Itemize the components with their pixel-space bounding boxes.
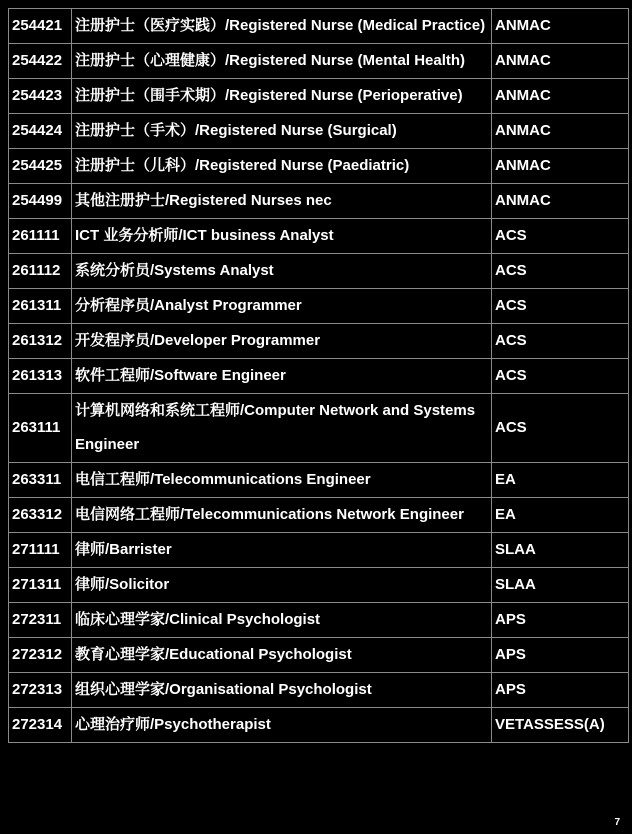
assessing-authority: APS xyxy=(492,603,629,638)
table-row xyxy=(9,324,629,359)
assessing-authority: VETASSESS(A) xyxy=(492,708,629,743)
occupation-title: 临床心理学家/Clinical Psychologist xyxy=(72,603,492,638)
assessing-authority: ACS xyxy=(492,324,629,359)
assessing-authority: ACS xyxy=(492,254,629,289)
assessing-authority: SLAA xyxy=(492,533,629,568)
assessing-authority: EA xyxy=(492,463,629,498)
occupation-title: 律师/Barrister xyxy=(72,533,492,568)
occupation-code: 254499 xyxy=(9,184,72,219)
table-row xyxy=(9,708,629,743)
assessing-authority: ACS xyxy=(492,394,629,463)
table-row xyxy=(9,603,629,638)
occupation-code: 261313 xyxy=(9,359,72,394)
occupation-title: 注册护士（心理健康）/Registered Nurse (Mental Health) xyxy=(72,44,492,79)
occupation-code: 263111 xyxy=(9,394,72,463)
occupation-title: 系统分析员/Systems Analyst xyxy=(72,254,492,289)
assessing-authority: ACS xyxy=(492,359,629,394)
table-row xyxy=(9,114,629,149)
occupation-code: 254425 xyxy=(9,149,72,184)
occupation-code: 254422 xyxy=(9,44,72,79)
occupation-code: 261112 xyxy=(9,254,72,289)
occupation-table xyxy=(8,8,629,743)
assessing-authority: APS xyxy=(492,638,629,673)
occupation-title: 软件工程师/Software Engineer xyxy=(72,359,492,394)
occupation-code: 254423 xyxy=(9,79,72,114)
occupation-title: 电信网络工程师/Telecommunications Network Engineer xyxy=(72,498,492,533)
occupation-code: 261111 xyxy=(9,219,72,254)
table-row xyxy=(9,219,629,254)
occupation-title: 注册护士（医疗实践）/Registered Nurse (Medical Practice) xyxy=(72,9,492,44)
table-row xyxy=(9,79,629,114)
occupation-code: 261311 xyxy=(9,289,72,324)
occupation-title: 计算机网络和系统工程师/Computer Network and Systems Engineer xyxy=(72,394,492,463)
table-row xyxy=(9,149,629,184)
table-row xyxy=(9,289,629,324)
assessing-authority: ACS xyxy=(492,289,629,324)
occupation-title: 注册护士（儿科）/Registered Nurse (Paediatric) xyxy=(72,149,492,184)
occupation-code: 272314 xyxy=(9,708,72,743)
occupation-title: ICT 业务分析师/ICT business Analyst xyxy=(72,219,492,254)
table-row xyxy=(9,9,629,44)
assessing-authority: ANMAC xyxy=(492,44,629,79)
table-row xyxy=(9,568,629,603)
table-row xyxy=(9,463,629,498)
occupation-title: 其他注册护士/Registered Nurses nec xyxy=(72,184,492,219)
occupation-code: 272312 xyxy=(9,638,72,673)
table-row xyxy=(9,673,629,708)
occupation-code: 271111 xyxy=(9,533,72,568)
occupation-code: 263311 xyxy=(9,463,72,498)
table-row xyxy=(9,254,629,289)
occupation-title: 组织心理学家/Organisational Psychologist xyxy=(72,673,492,708)
occupation-title: 分析程序员/Analyst Programmer xyxy=(72,289,492,324)
table-row xyxy=(9,44,629,79)
assessing-authority: ACS xyxy=(492,219,629,254)
assessing-authority: APS xyxy=(492,673,629,708)
assessing-authority: ANMAC xyxy=(492,149,629,184)
table-row xyxy=(9,184,629,219)
occupation-title: 电信工程师/Telecommunications Engineer xyxy=(72,463,492,498)
occupation-code: 271311 xyxy=(9,568,72,603)
table-row xyxy=(9,533,629,568)
occupation-code: 254421 xyxy=(9,9,72,44)
occupation-title: 教育心理学家/Educational Psychologist xyxy=(72,638,492,673)
table-row xyxy=(9,394,629,463)
assessing-authority: ANMAC xyxy=(492,9,629,44)
occupation-table-body xyxy=(9,9,629,743)
assessing-authority: EA xyxy=(492,498,629,533)
assessing-authority: ANMAC xyxy=(492,79,629,114)
occupation-title: 律师/Solicitor xyxy=(72,568,492,603)
occupation-title: 注册护士（围手术期）/Registered Nurse (Perioperative) xyxy=(72,79,492,114)
table-row xyxy=(9,638,629,673)
occupation-code: 261312 xyxy=(9,324,72,359)
assessing-authority: SLAA xyxy=(492,568,629,603)
occupation-code: 272311 xyxy=(9,603,72,638)
occupation-title: 注册护士（手术）/Registered Nurse (Surgical) xyxy=(72,114,492,149)
occupation-code: 254424 xyxy=(9,114,72,149)
occupation-title: 开发程序员/Developer Programmer xyxy=(72,324,492,359)
occupation-code: 272313 xyxy=(9,673,72,708)
occupation-title: 心理治疗师/Psychotherapist xyxy=(72,708,492,743)
table-row xyxy=(9,359,629,394)
table-row xyxy=(9,498,629,533)
occupation-code: 263312 xyxy=(9,498,72,533)
assessing-authority: ANMAC xyxy=(492,184,629,219)
assessing-authority: ANMAC xyxy=(492,114,629,149)
page-number: 7 xyxy=(614,817,620,828)
